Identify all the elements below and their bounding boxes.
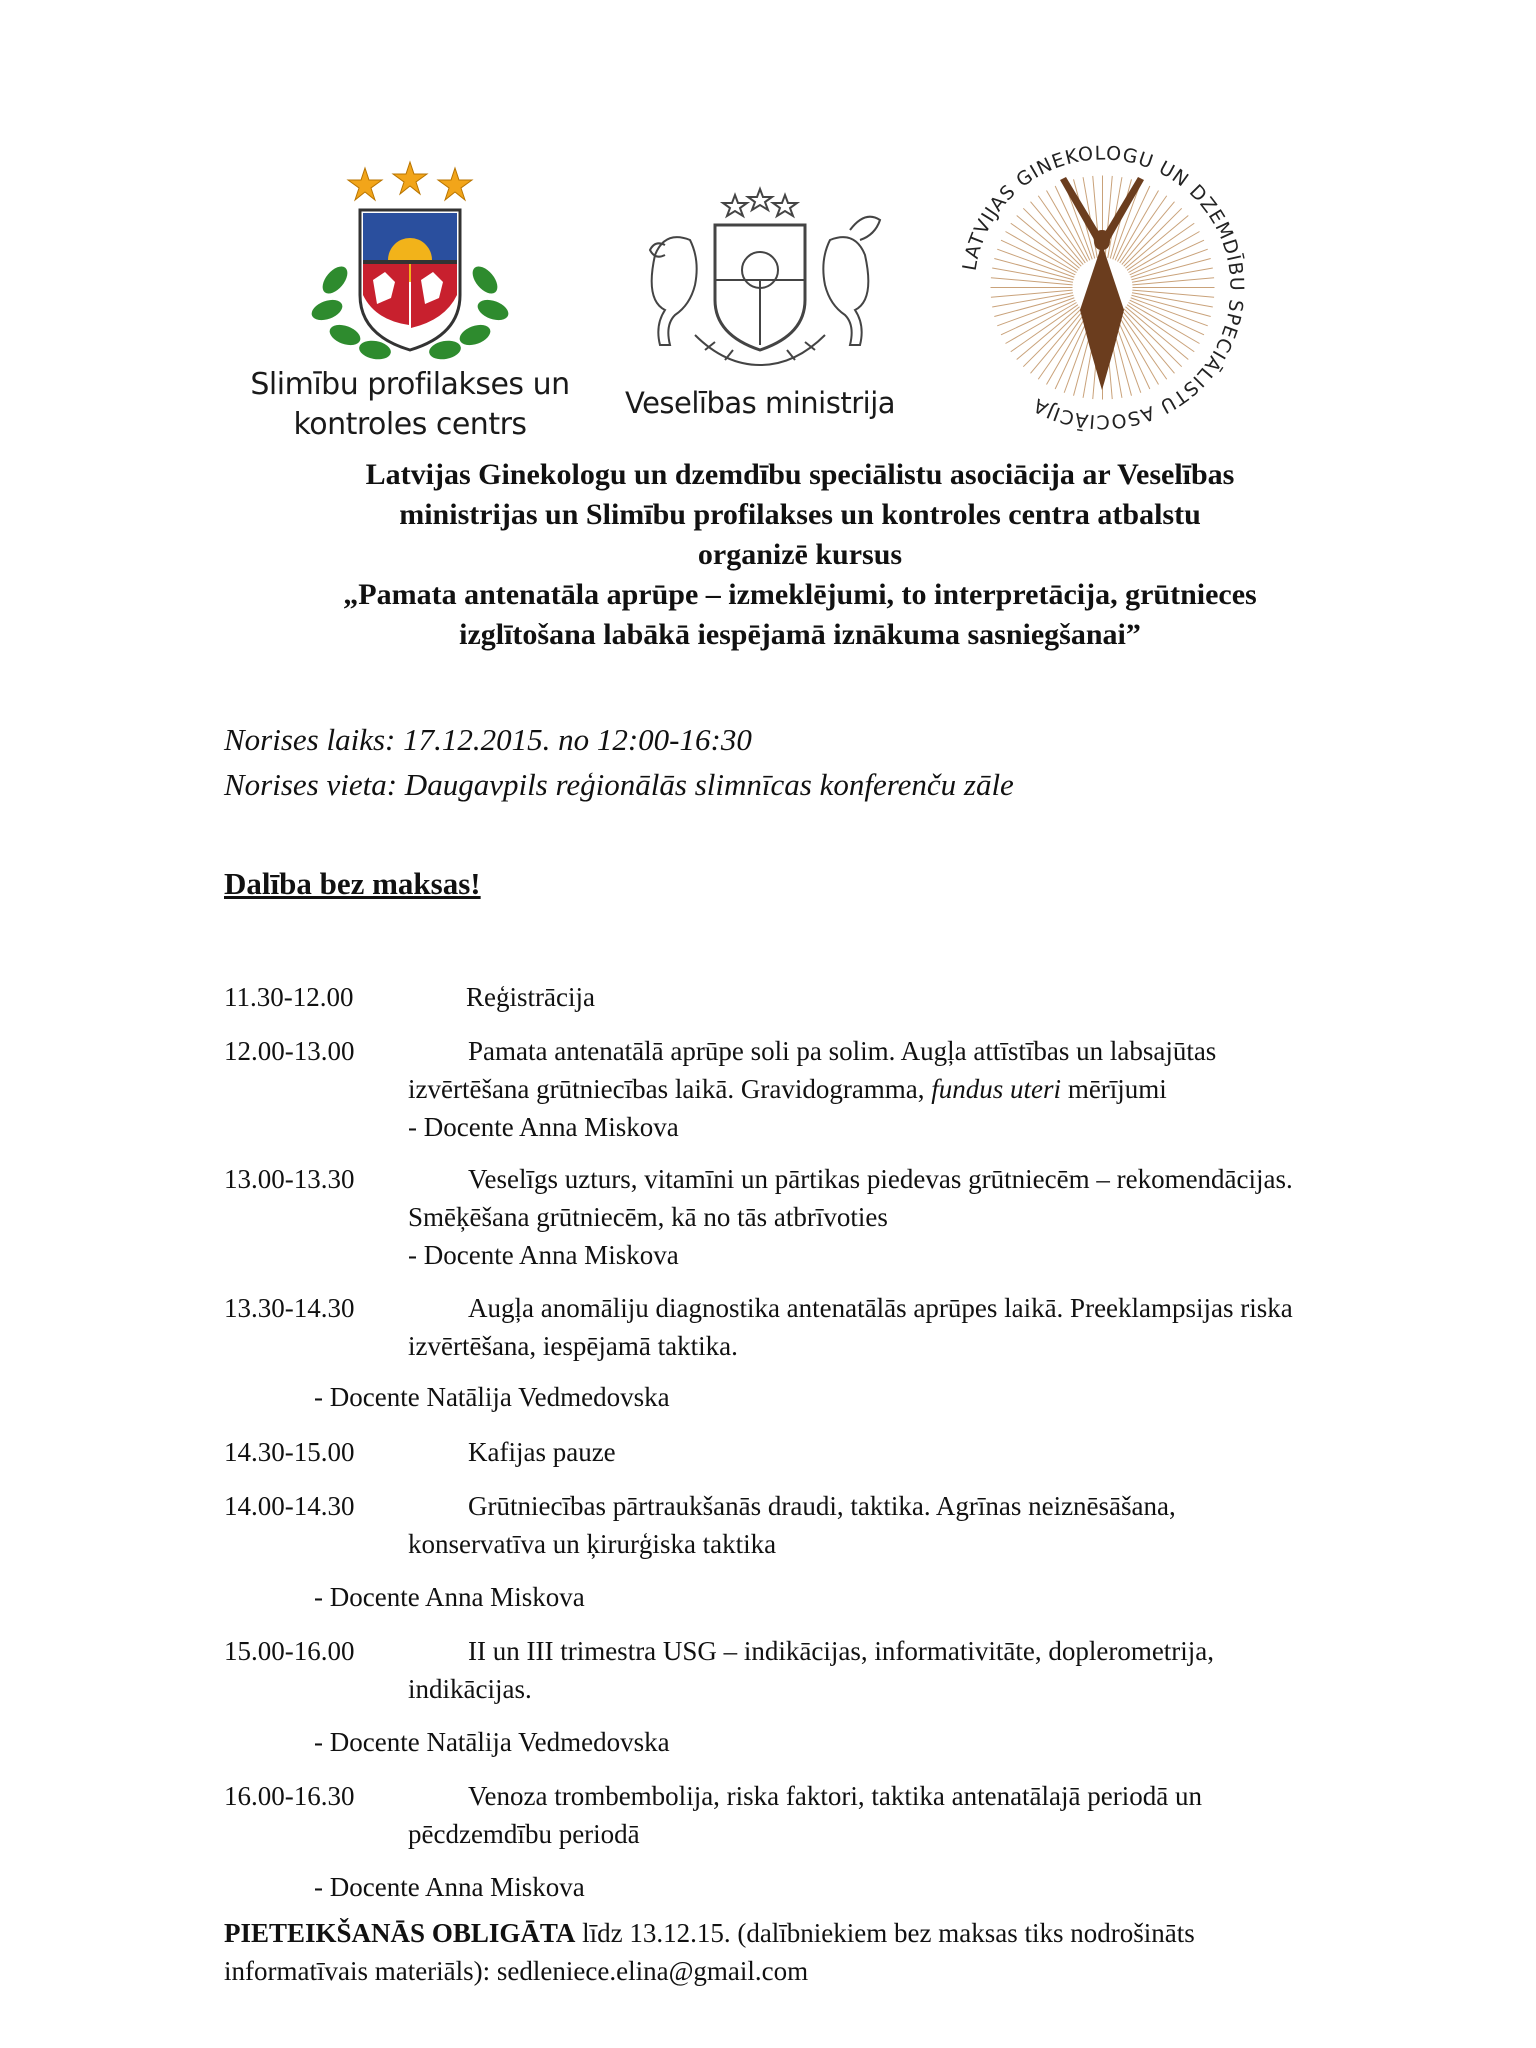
spkc-caption-line1: Slimību profilakses un [250, 367, 570, 402]
free-participation: Dalība bez maksas! [224, 866, 481, 901]
registration-line1 [224, 1914, 1195, 1952]
registration-deadline: līdz 13.12.15. (dalībniekiem bez maksas tiks nodrošināts [575, 1918, 1195, 1948]
agenda-time: 14.00-14.30 [224, 1491, 355, 1521]
heading-line1: Latvijas Ginekologu un dzemdību speciālistu asociācija ar Veselības [365, 458, 1235, 491]
agenda-time: 12.00-13.00 [224, 1036, 355, 1066]
agenda-title-cont: indikācijas. [408, 1674, 532, 1704]
event-heading [225, 455, 1375, 655]
agenda-title-cont: pēcdzemdību periodā [408, 1819, 640, 1849]
event-time: Norises laiks: 17.12.2015. no 12:00-16:30 [224, 722, 752, 757]
agenda-title-cont: konservatīva un ķirurģiska taktika [408, 1529, 777, 1559]
agenda-time: 11.30-12.00 [224, 982, 354, 1012]
agenda-time: 13.00-13.30 [224, 1164, 355, 1194]
agenda-title: II un III trimestra USG – indikācijas, informativitāte, doplerometrija, [468, 1636, 1215, 1666]
agenda-title-cont [408, 1074, 1167, 1105]
agenda-text-italic: fundus uteri [931, 1074, 1062, 1104]
agenda-title: Kafijas pauze [468, 1437, 616, 1467]
registration-note [224, 1914, 1195, 1990]
latvia-coat-of-arms-icon [305, 160, 515, 360]
spkc-caption [230, 365, 590, 445]
heading-line4: „Pamata antenatāla aprūpe – izmeklējumi, to interpretācija, grūtnieces [343, 578, 1257, 611]
agenda-text: mērījumi [1061, 1074, 1167, 1104]
heading-line3: organizē kursus [697, 538, 903, 571]
agenda-time: 13.30-14.30 [224, 1293, 355, 1323]
agenda-speaker: - Docente Anna Miskova [408, 1112, 679, 1142]
agenda-time: 16.00-16.30 [224, 1781, 355, 1811]
agenda-title-cont: Smēķēšana grūtniecēm, kā no tās atbrīvoties [408, 1202, 888, 1232]
spkc-caption-line2: kontroles centrs [293, 407, 527, 442]
agenda-title: Grūtniecības pārtraukšanās draudi, taktika. Agrīnas neiznēsāšana, [468, 1491, 1176, 1521]
registration-contact: informatīvais materiāls): sedleniece.elina@gmail.com [224, 1956, 809, 1986]
heading-line5: izglītošana labākā iespējamā iznākuma sasniegšanai” [459, 618, 1141, 651]
agenda-speaker: - Docente Anna Miskova [314, 1582, 585, 1612]
agenda-title: Venoza trombembolija, riska faktori, taktika antenatālajā periodā un [468, 1781, 1202, 1811]
agenda-speaker: - Docente Natālija Vedmedovska [314, 1727, 670, 1757]
agenda-speaker: - Docente Natālija Vedmedovska [314, 1382, 670, 1412]
agenda-time: 14.30-15.00 [224, 1437, 355, 1467]
association-emblem-icon [950, 135, 1255, 440]
lgdsa-ring-text: LATVIJAS GINEKOLOGU UN DZEMDĪBU SPECIĀLISTU ASOCIĀCIJA [958, 142, 1248, 433]
agenda-title: Augļa anomāliju diagnostika antenatālās aprūpes laikā. Preeklampsijas riska [468, 1293, 1293, 1323]
agenda-speaker: - Docente Anna Miskova [408, 1240, 679, 1270]
ministry-coat-of-arms-icon [635, 185, 885, 375]
event-place: Norises vieta: Daugavpils reģionālās slimnīcas konferenču zāle [224, 767, 1014, 802]
logo-spkc [230, 160, 590, 445]
agenda-time: 15.00-16.00 [224, 1636, 355, 1666]
registration-required: PIETEIKŠANĀS OBLIGĀTA [224, 1918, 576, 1948]
agenda-title: Reģistrācija [466, 982, 595, 1012]
heading-line2: ministrijas un Slimību profilakses un kontroles centra atbalstu [399, 498, 1201, 531]
logo-lgdsa [950, 135, 1255, 440]
agenda-speaker: - Docente Anna Miskova [314, 1872, 585, 1902]
agenda-title: Veselīgs uzturs, vitamīni un pārtikas piedevas grūtniecēm – rekomendācijas. [468, 1164, 1293, 1194]
agenda-title: Pamata antenatālā aprūpe soli pa solim. Augļa attīstības un labsajūtas [468, 1036, 1217, 1066]
vm-caption: Veselības ministrija [624, 386, 896, 420]
agenda-text: izvērtēšana grūtniecības laikā. Gravidogramma, [408, 1074, 932, 1104]
agenda-title-cont: izvērtēšana, iespējamā taktika. [408, 1331, 738, 1361]
logo-vm [610, 185, 910, 430]
